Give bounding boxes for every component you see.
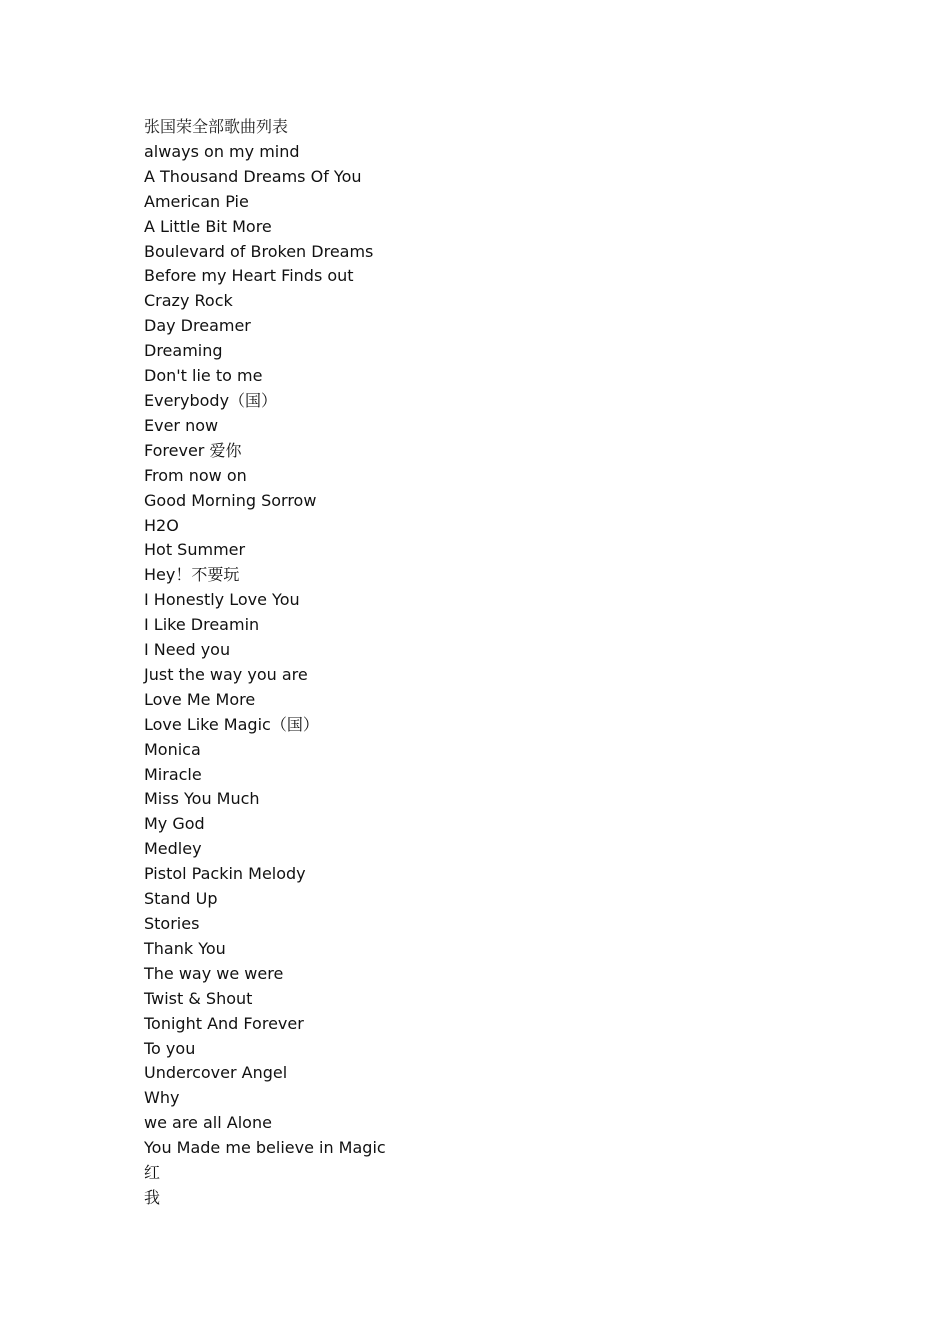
song-item: Dreaming <box>144 341 223 361</box>
song-item: A Little Bit More <box>144 216 272 236</box>
song-item: Medley <box>144 839 202 859</box>
song-item: Boulevard of Broken Dreams <box>144 241 374 261</box>
song-item: 我 <box>144 1187 161 1207</box>
song-item: The way we were <box>144 963 284 983</box>
song-item: we are all Alone <box>144 1113 272 1133</box>
song-item: Just the way you are <box>144 664 308 684</box>
song-item: Pistol Packin Melody <box>144 864 306 884</box>
song-item: Why <box>144 1088 180 1108</box>
song-item: You Made me believe in Magic <box>144 1138 386 1158</box>
song-item: From now on <box>144 465 247 485</box>
song-item: Miracle <box>144 764 202 784</box>
song-item: Tonight And Forever <box>144 1013 304 1033</box>
song-item: A Thousand Dreams Of You <box>144 166 362 186</box>
song-item: Ever now <box>144 415 219 435</box>
song-item: Miss You Much <box>144 789 260 809</box>
song-item: Undercover Angel <box>144 1063 288 1083</box>
song-item: My God <box>144 814 205 834</box>
song-item: Don't lie to me <box>144 366 263 386</box>
song-item: Good Morning Sorrow <box>144 490 317 510</box>
song-item: Monica <box>144 739 201 759</box>
song-item: 红 <box>144 1163 161 1183</box>
song-item: Crazy Rock <box>144 291 233 311</box>
song-item: I Need you <box>144 640 231 660</box>
song-item: Stand Up <box>144 889 218 909</box>
song-item: Stories <box>144 914 200 933</box>
song-item: Hot Summer <box>144 540 246 560</box>
song-item: Everybody（国） <box>144 390 278 410</box>
song-item: I Honestly Love You <box>144 590 300 610</box>
song-item: Forever 爱你 <box>144 440 242 460</box>
song-item: Day Dreamer <box>144 316 251 336</box>
song-item: Love Like Magic（国） <box>144 714 319 734</box>
song-item: Love Me More <box>144 689 256 709</box>
song-item: American Pie <box>144 191 249 211</box>
song-item: Hey！不要玩 <box>144 565 240 585</box>
song-item: always on my mind <box>144 141 300 161</box>
song-item: Thank You <box>144 938 226 958</box>
song-item: Twist & Shout <box>144 988 253 1008</box>
song-item: H2O <box>144 515 179 535</box>
song-item: Before my Heart Finds out <box>144 266 354 286</box>
document-title: 张国荣全部歌曲列表 <box>144 117 289 136</box>
song-list <box>144 115 386 1211</box>
song-item: I Like Dreamin <box>144 615 260 635</box>
song-item: To you <box>144 1038 196 1058</box>
